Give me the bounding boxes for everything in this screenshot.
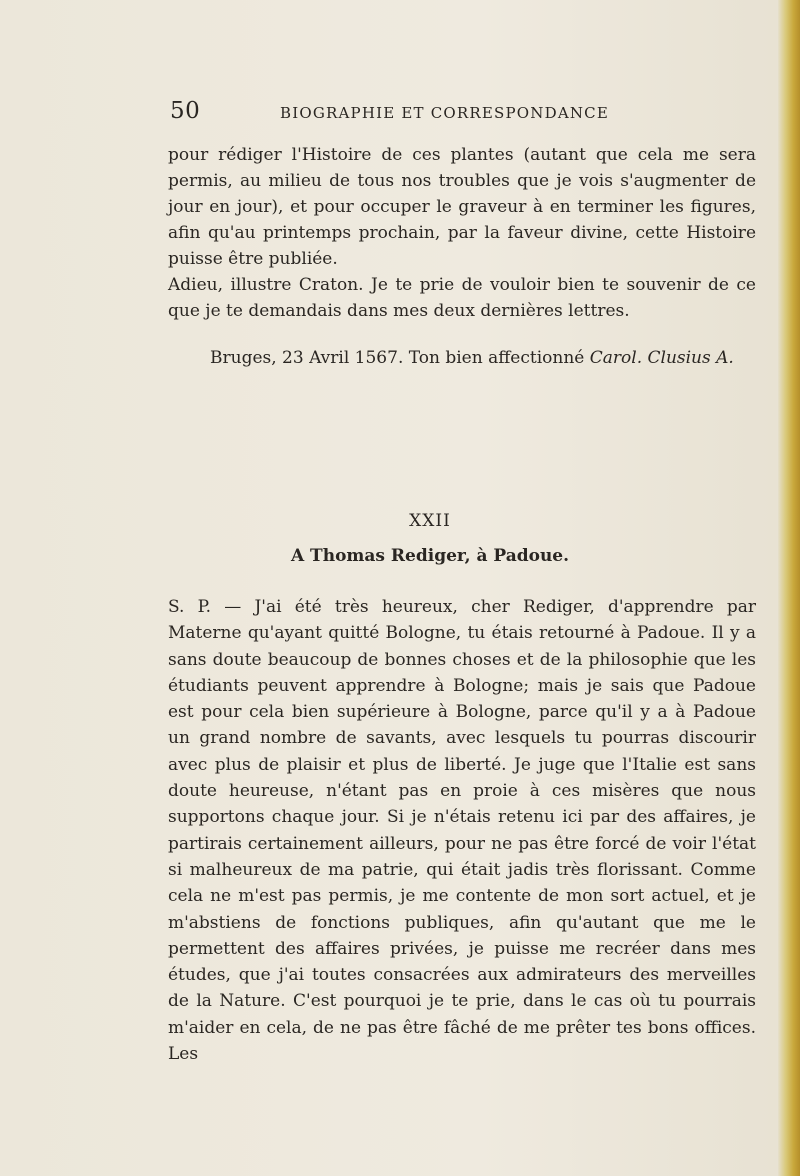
page-edge [778,0,800,1176]
paragraph: pour rédiger l'Histoire de ces plantes (autant que cela me sera permis, au milieu de tous nos troubles que je vois s'augmenter de jour en jour), et pour occuper le graveur à en terminer les figures, afin qu'au printemps prochain, par la faveur divine, cette Histoire puisse être publiée. [168,145,756,269]
letter-body [168,594,756,1067]
page-number: 50 [170,98,201,124]
letter-heading: A Thomas Rediger, à Padoue. [290,546,570,566]
page-header [0,98,800,128]
paragraph-continuation [168,142,756,272]
paragraph: Adieu, illustre Craton. Je te prie de vouloir bien te souvenir de ce que je te demandais dans mes deux dernières lettres. [168,275,756,321]
signoff [210,348,734,368]
chapter-number: XXII [409,511,451,531]
signoff-place-date: Bruges, 23 Avril 1567. Ton bien affectionné [210,348,585,368]
paragraph: S. P. — J'ai été très heureux, cher Rediger, d'apprendre par Materne qu'ayant quitté Bologne, tu étais retourné à Padoue. Il y a sans doute beaucoup de bonnes choses et de la philosophie que les étudiants peuvent apprendre à Bologne; mais je sais que Padoue est pour cela bien supérieure à Bologne, parce qu'il y a à Padoue un grand nombre de savants, avec lesquels tu pourras discourir avec plus de plaisir et plus de liberté. Je juge que l'Italie est sans doute heureuse, n'étant pas en proie à ces misères que nous supportons chaque jour. Si je n'étais retenu ici par des affaires, je partirais certainement ailleurs, pour ne pas être forcé de voir l'état si malheureux de ma patrie, qui était jadis très florissant. Comme cela ne m'est pas permis, je me contente de mon sort actuel, et je m'abstiens de fonctions publiques, afin qu'autant que me le permettent des affaires privées, je puisse me recréer dans mes études, que j'ai toutes consacrées aux admirateurs des merveilles de la Nature. C'est pourquoi je te prie, dans le cas où tu pourrais m'aider en cela, de ne pas être fâché de me prêter tes bons offices. Les [168,597,756,1065]
signature: Carol. Clusius A. [589,348,734,368]
paragraph-farewell [168,272,756,324]
running-title: BIOGRAPHIE ET CORRESPONDANCE [280,104,610,122]
